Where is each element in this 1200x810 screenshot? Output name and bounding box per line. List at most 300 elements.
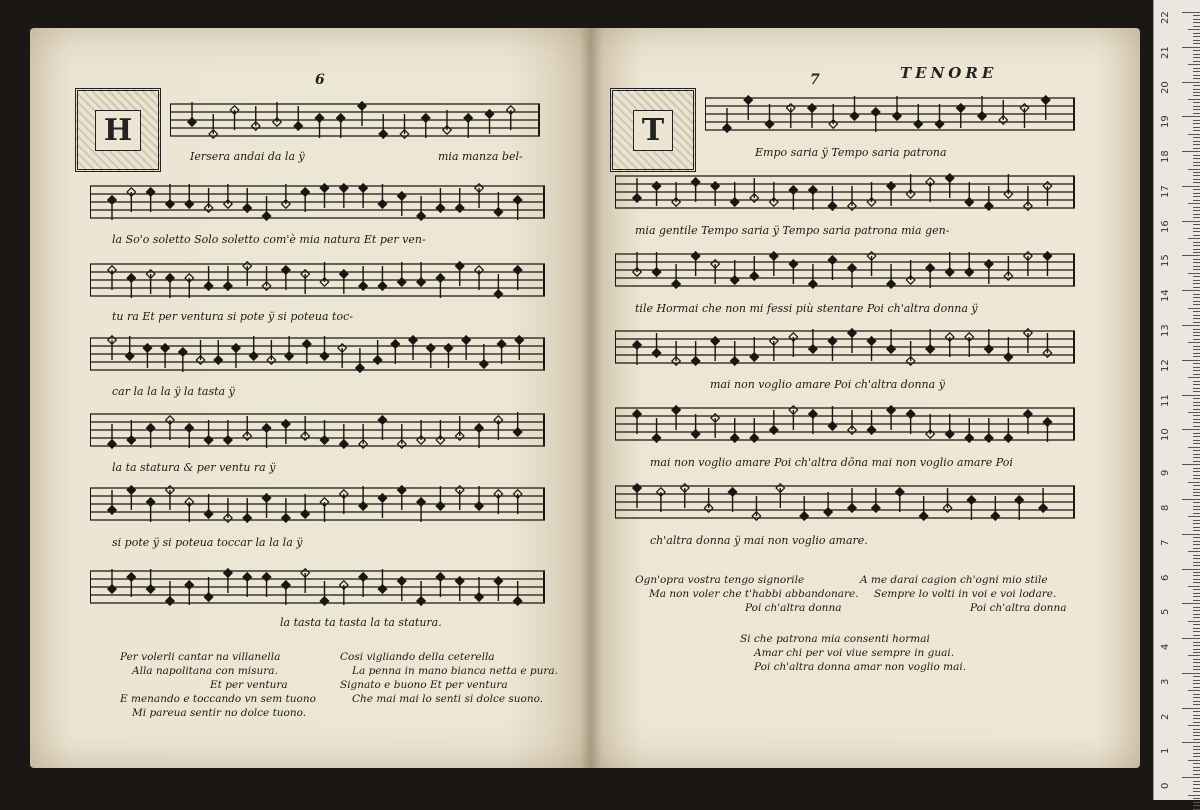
note	[359, 424, 367, 448]
note	[494, 490, 502, 514]
ruler-minor-tick	[1193, 200, 1200, 201]
right-staff-6	[615, 478, 1075, 528]
ruler-label: 5	[1160, 608, 1171, 616]
ruler-label: 20	[1160, 80, 1171, 94]
note	[752, 496, 760, 520]
ruler-minor-tick	[1193, 461, 1200, 462]
ruler-minor-tick	[1188, 273, 1200, 274]
note	[378, 184, 386, 208]
ruler-minor-tick	[1193, 214, 1200, 215]
ruler-minor-tick	[1193, 231, 1200, 232]
ruler-minor-tick	[1193, 15, 1200, 16]
ruler-tick	[1182, 464, 1200, 465]
ruler-minor-tick	[1193, 182, 1200, 183]
ruler-minor-tick	[1193, 398, 1200, 399]
note	[262, 573, 270, 597]
lyric-line: mia manza bel-	[438, 150, 523, 163]
note	[828, 186, 836, 210]
ruler-minor-tick	[1193, 485, 1200, 486]
note	[196, 340, 204, 364]
ruler-minor-tick	[1193, 694, 1200, 695]
ruler-minor-tick	[1193, 311, 1200, 312]
ruler-minor-tick	[1193, 102, 1200, 103]
ruler-minor-tick	[1193, 600, 1200, 601]
note	[214, 340, 222, 364]
ruler-label: 16	[1160, 219, 1171, 233]
ruler-minor-tick	[1193, 555, 1200, 556]
ruler-minor-tick	[1193, 381, 1200, 382]
note	[926, 178, 934, 202]
ruler-minor-tick	[1193, 798, 1200, 799]
ruler-minor-tick	[1193, 676, 1200, 677]
note	[513, 196, 521, 220]
note	[652, 252, 660, 276]
ruler-minor-tick	[1193, 746, 1200, 747]
right-staff-3	[615, 246, 1075, 296]
ruler-minor-tick	[1193, 374, 1200, 375]
ruler-label: 17	[1160, 185, 1171, 198]
note	[373, 340, 381, 364]
note	[359, 184, 367, 208]
poem-line: Cosi vigliando della ceterella	[340, 651, 495, 663]
note	[1024, 410, 1032, 434]
note	[146, 424, 154, 448]
ruler-minor-tick	[1193, 523, 1200, 524]
note	[945, 252, 953, 276]
note	[252, 106, 260, 130]
note	[872, 488, 880, 512]
ruler-label: 21	[1160, 46, 1171, 59]
note	[127, 188, 135, 212]
ruler-minor-tick	[1193, 662, 1200, 663]
ruler-minor-tick	[1193, 704, 1200, 705]
initial-h	[75, 88, 161, 172]
ruler-tick	[1182, 395, 1200, 396]
ruler-minor-tick	[1193, 26, 1200, 27]
ruler-minor-tick	[1193, 582, 1200, 583]
note	[338, 344, 346, 368]
note	[209, 114, 217, 138]
ruler-minor-tick	[1193, 266, 1200, 267]
note	[867, 337, 875, 361]
ruler-minor-tick	[1193, 283, 1200, 284]
ruler-minor-tick	[1193, 666, 1200, 667]
note	[243, 498, 251, 522]
note	[166, 184, 174, 208]
note	[285, 336, 293, 360]
ruler-minor-tick	[1193, 75, 1200, 76]
ruler-label: 4	[1160, 643, 1171, 651]
note	[711, 337, 719, 361]
book-gutter	[580, 28, 602, 768]
ruler-minor-tick	[1193, 649, 1200, 650]
note	[108, 490, 116, 514]
note	[127, 274, 135, 298]
note	[179, 348, 187, 372]
ruler-minor-tick	[1193, 802, 1200, 803]
note	[232, 344, 240, 368]
note	[906, 410, 914, 434]
note	[127, 486, 135, 510]
note	[378, 266, 386, 290]
poem-line: Si che patrona mia consenti hormai	[740, 633, 930, 645]
note	[967, 496, 975, 520]
ruler-minor-tick	[1193, 478, 1200, 479]
ruler-minor-tick	[1193, 61, 1200, 62]
ruler-minor-tick	[1193, 339, 1200, 340]
note	[243, 416, 251, 440]
note	[848, 329, 856, 353]
ruler-label: 2	[1160, 713, 1171, 720]
note	[340, 424, 348, 448]
ruler-label: 9	[1160, 469, 1171, 477]
ruler-minor-tick	[1193, 422, 1200, 423]
note	[978, 96, 986, 120]
note	[301, 416, 309, 440]
ruler-minor-tick	[1193, 756, 1200, 757]
ruler-minor-tick	[1193, 50, 1200, 51]
note	[770, 182, 778, 206]
note	[282, 420, 290, 444]
ruler-minor-tick	[1193, 259, 1200, 260]
ruler-tick	[1182, 742, 1200, 743]
ruler-minor-tick	[1193, 631, 1200, 632]
ruler-minor-tick	[1193, 457, 1200, 458]
ruler-minor-tick	[1193, 767, 1200, 768]
note	[359, 486, 367, 510]
ruler-minor-tick	[1188, 342, 1200, 343]
ruler-minor-tick	[1193, 217, 1200, 218]
note	[320, 420, 328, 444]
note	[267, 340, 275, 364]
note	[828, 406, 836, 430]
note	[282, 581, 290, 605]
ruler-minor-tick	[1193, 269, 1200, 270]
note	[108, 569, 116, 593]
ruler-minor-tick	[1193, 162, 1200, 163]
ruler-minor-tick	[1193, 530, 1200, 531]
ruler-minor-tick	[1193, 537, 1200, 538]
note	[789, 260, 797, 284]
ruler-minor-tick	[1193, 440, 1200, 441]
note	[391, 340, 399, 364]
note	[1004, 418, 1012, 442]
ruler-tick	[1182, 325, 1200, 326]
note	[633, 178, 641, 202]
ruler-minor-tick	[1188, 655, 1200, 656]
ruler-label: 10	[1160, 428, 1171, 442]
ruler-minor-tick	[1193, 471, 1200, 472]
note	[672, 406, 680, 430]
ruler-label: 6	[1160, 574, 1171, 581]
note	[494, 192, 502, 216]
note	[417, 420, 425, 444]
ruler-label: 22	[1160, 11, 1171, 24]
note	[340, 184, 348, 208]
ruler-minor-tick	[1193, 701, 1200, 702]
note	[633, 252, 641, 276]
note	[1015, 496, 1023, 520]
note	[436, 573, 444, 597]
note	[691, 414, 699, 438]
note	[848, 264, 856, 288]
ruler-tick	[1182, 255, 1200, 256]
note	[672, 341, 680, 365]
note	[497, 340, 505, 364]
note	[1043, 418, 1051, 442]
note	[750, 256, 758, 280]
ruler-minor-tick	[1193, 735, 1200, 736]
note	[507, 106, 515, 130]
note	[359, 266, 367, 290]
ruler-tick	[1182, 47, 1200, 48]
ruler-minor-tick	[1193, 475, 1200, 476]
note	[867, 410, 875, 434]
note	[455, 262, 463, 286]
ruler-label: 15	[1160, 254, 1171, 268]
poem-stanza	[635, 573, 859, 615]
note	[455, 188, 463, 212]
ruler-minor-tick	[1193, 33, 1200, 34]
note	[991, 496, 999, 520]
ruler-minor-tick	[1193, 54, 1200, 55]
ruler-minor-tick	[1188, 795, 1200, 796]
note	[945, 174, 953, 198]
note	[728, 488, 736, 512]
ruler-minor-tick	[1193, 367, 1200, 368]
ruler-minor-tick	[1193, 148, 1200, 149]
poem-line: Alla napolitana con misura.	[132, 665, 278, 677]
note	[243, 573, 251, 597]
ruler-minor-tick	[1193, 562, 1200, 563]
note	[770, 337, 778, 361]
poem-stanza	[340, 650, 558, 706]
note	[787, 104, 795, 128]
poem-line: Poi ch'altra donna amar non voglio mai.	[754, 661, 967, 673]
ruler-minor-tick	[1193, 165, 1200, 166]
note	[652, 333, 660, 357]
ruler-minor-tick	[1193, 57, 1200, 58]
ruler-minor-tick	[1188, 29, 1200, 30]
ruler-minor-tick	[1193, 363, 1200, 364]
note	[378, 569, 386, 593]
note	[475, 184, 483, 208]
ruler-minor-tick	[1193, 346, 1200, 347]
ruler-minor-tick	[1188, 134, 1200, 135]
ruler-minor-tick	[1193, 520, 1200, 521]
ruler-minor-tick	[1188, 447, 1200, 448]
note	[356, 348, 364, 372]
note	[906, 260, 914, 284]
ruler-minor-tick	[1193, 120, 1200, 121]
ruler-minor-tick	[1193, 43, 1200, 44]
note	[359, 573, 367, 597]
ruler-minor-tick	[1193, 262, 1200, 263]
ruler-minor-tick	[1193, 565, 1200, 566]
ruler-minor-tick	[1188, 586, 1200, 587]
note	[770, 410, 778, 434]
right-staff-1	[705, 90, 1075, 140]
note	[282, 266, 290, 290]
ruler-minor-tick	[1193, 301, 1200, 302]
poem-stanza	[740, 632, 966, 674]
ruler-minor-tick	[1193, 36, 1200, 37]
open-book	[20, 28, 1150, 773]
ruler-minor-tick	[1193, 732, 1200, 733]
note	[398, 486, 406, 510]
note	[400, 114, 408, 138]
note	[945, 414, 953, 438]
note	[320, 262, 328, 286]
note	[303, 340, 311, 364]
ruler-minor-tick	[1193, 450, 1200, 451]
poem-line: Ogn'opra vostra tengo signorile	[635, 574, 805, 586]
lyric-line: la So'o soletto Solo soletto com'è mia natura Et per ven-	[112, 233, 426, 246]
note	[809, 264, 817, 288]
note	[1004, 256, 1012, 280]
running-head: TENORE	[900, 64, 998, 82]
ruler-minor-tick	[1193, 335, 1200, 336]
note	[475, 577, 483, 601]
note	[398, 577, 406, 601]
ruler-label: 18	[1160, 150, 1171, 164]
ruler-minor-tick	[1193, 687, 1200, 688]
ruler-minor-tick	[1193, 607, 1200, 608]
note	[809, 186, 817, 210]
note	[161, 344, 169, 368]
ruler-minor-tick	[1193, 388, 1200, 389]
note	[398, 424, 406, 448]
note	[809, 329, 817, 353]
ruler-minor-tick	[1193, 280, 1200, 281]
ruler-tick	[1182, 638, 1200, 639]
ruler-tick	[1182, 12, 1200, 13]
ruler-minor-tick	[1193, 391, 1200, 392]
note	[906, 341, 914, 365]
ruler-minor-tick	[1193, 739, 1200, 740]
note	[926, 264, 934, 288]
ruler-label: 19	[1160, 115, 1171, 129]
ruler-tick	[1182, 290, 1200, 291]
note	[108, 196, 116, 220]
poem-line: Et per ventura	[210, 679, 288, 691]
ruler-minor-tick	[1193, 506, 1200, 507]
ruler-minor-tick	[1188, 621, 1200, 622]
note	[848, 186, 856, 210]
ruler-minor-tick	[1193, 763, 1200, 764]
ruler-minor-tick	[1193, 315, 1200, 316]
ruler-minor-tick	[1193, 433, 1200, 434]
ruler-minor-tick	[1193, 89, 1200, 90]
note	[294, 106, 302, 130]
ruler-minor-tick	[1193, 749, 1200, 750]
note	[185, 498, 193, 522]
ruler-minor-tick	[1193, 235, 1200, 236]
ruler-label: 12	[1160, 359, 1171, 372]
note	[515, 336, 523, 360]
ruler-minor-tick	[1193, 370, 1200, 371]
ruler-label: 3	[1160, 678, 1171, 685]
note	[340, 581, 348, 605]
note	[691, 178, 699, 202]
note	[965, 333, 973, 357]
note	[848, 410, 856, 434]
ruler-minor-tick	[1193, 304, 1200, 305]
poem-line: Signato e buono Et per ventura	[340, 679, 508, 691]
ruler-minor-tick	[1193, 454, 1200, 455]
ruler-minor-tick	[1193, 753, 1200, 754]
ruler-minor-tick	[1193, 652, 1200, 653]
ruler-minor-tick	[1188, 308, 1200, 309]
ruler-tick	[1182, 499, 1200, 500]
note	[848, 488, 856, 512]
lyric-line: mai non voglio amare Poi ch'altra donna ÿ	[710, 378, 945, 391]
ruler-minor-tick	[1193, 697, 1200, 698]
ruler-minor-tick	[1193, 207, 1200, 208]
ruler-minor-tick	[1193, 419, 1200, 420]
note	[185, 424, 193, 448]
note	[789, 186, 797, 210]
ruler-minor-tick	[1188, 516, 1200, 517]
note	[704, 488, 712, 512]
ruler-minor-tick	[1193, 774, 1200, 775]
note	[320, 581, 328, 605]
note	[166, 486, 174, 510]
note	[711, 182, 719, 206]
measuring-ruler	[1153, 0, 1200, 800]
note	[765, 104, 773, 128]
note	[513, 490, 521, 514]
note	[204, 188, 212, 212]
ruler-minor-tick	[1188, 760, 1200, 761]
note	[985, 329, 993, 353]
poem-line: La penna in mano bianca netta e pura.	[352, 665, 558, 677]
poem-line: Sempre lo volti in voi e voi lodare.	[874, 588, 1057, 600]
note	[1039, 488, 1047, 512]
note	[494, 577, 502, 601]
ruler-label: 8	[1160, 504, 1171, 511]
note	[262, 494, 270, 518]
note	[230, 106, 238, 130]
right-staff-4	[615, 323, 1075, 373]
note	[652, 418, 660, 442]
note	[127, 420, 135, 444]
note	[301, 270, 309, 294]
ruler-minor-tick	[1193, 791, 1200, 792]
note	[262, 424, 270, 448]
ruler-minor-tick	[1193, 593, 1200, 594]
poem-line: Che mai mai lo senti si dolce suono.	[352, 693, 544, 705]
note	[224, 184, 232, 208]
ruler-tick	[1182, 673, 1200, 674]
note	[887, 406, 895, 430]
ruler-tick	[1182, 151, 1200, 152]
ruler-minor-tick	[1188, 725, 1200, 726]
note	[340, 490, 348, 514]
ruler-minor-tick	[1193, 680, 1200, 681]
ruler-minor-tick	[1193, 175, 1200, 176]
note	[652, 182, 660, 206]
note	[633, 410, 641, 434]
ruler-tick	[1182, 534, 1200, 535]
ruler-minor-tick	[1193, 71, 1200, 72]
ruler-minor-tick	[1193, 426, 1200, 427]
note	[436, 188, 444, 212]
ruler-minor-tick	[1193, 155, 1200, 156]
lyric-line: la tasta ta tasta la ta statura.	[280, 616, 442, 629]
note	[417, 498, 425, 522]
ruler-minor-tick	[1193, 109, 1200, 110]
